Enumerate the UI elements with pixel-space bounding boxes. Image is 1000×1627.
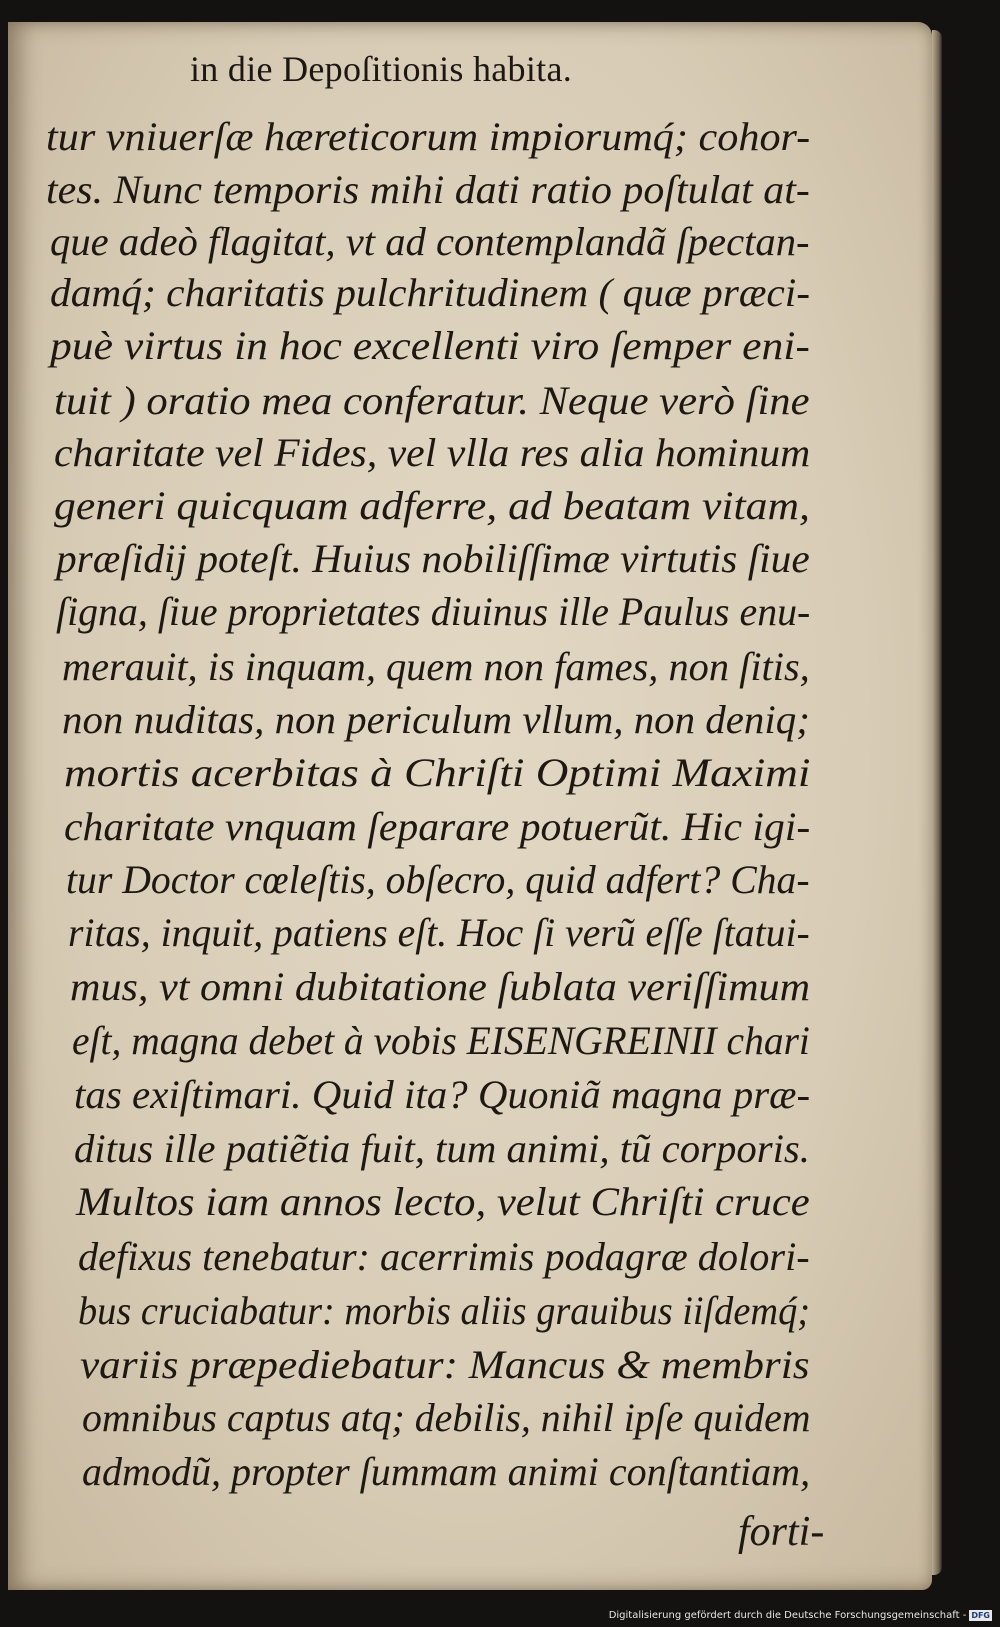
footer-credit: Digitalisierung gefördert durch die Deutsche Forschungsgemeinschaft - <box>608 1610 967 1621</box>
text-line: puè virtus in hoc excellenti viro ſemper eni- <box>50 323 810 368</box>
catchword: forti- <box>738 1509 825 1555</box>
text-line: tuit ) oratio mea conferatur. Neque verò ſine <box>54 378 810 423</box>
text-line: tes. Nunc temporis mihi dati ratio poſtulat at- <box>46 167 810 212</box>
text-line: eſt, magna debet à vobis EISENGREINII chari <box>72 1018 810 1063</box>
text-line: tur vniuerſæ hæreticorum impiorumq́; cohor- <box>46 114 811 159</box>
text-line: variis præpediebatur: Mancus & membris <box>80 1342 810 1387</box>
running-head: in die Depoſitionis habita. <box>190 49 573 89</box>
text-line: bus cruciabatur: morbis aliis grauibus iiſdemq́; <box>78 1288 811 1333</box>
text-line: charitate vnquam ſeparare potuerũt. Hic igi- <box>64 804 811 849</box>
text-line: mus, vt omni dubitatione ſublata veriſſimum <box>70 964 811 1009</box>
text-line: omnibus captus atq; debilis, nihil ipſe quidem <box>82 1395 811 1440</box>
text-line: tur Doctor cœleſtis, obſecro, quid adfert? Cha- <box>66 857 810 902</box>
text-line: præſidij poteſt. Huius nobiliſſimæ virtutis ſiue <box>56 536 810 581</box>
text-line: non nuditas, non periculum vllum, non deniq; <box>62 697 810 742</box>
text-line: Multos iam annos lecto, velut Chriſti cruce <box>76 1179 810 1224</box>
text-line: tas exiſtimari. Quid ita? Quoniã magna præ- <box>74 1072 811 1117</box>
text-line: ſigna, ſiue proprietates diuinus ille Paulus enu- <box>56 589 811 634</box>
text-line: ditus ille patiẽtia fuit, tum animi, tũ corporis. <box>74 1126 810 1171</box>
text-line: defixus tenebatur: acerrimis podagræ dolori- <box>78 1234 810 1279</box>
text-line: que adeò flagitat, vt ad contemplandã ſpectan- <box>50 219 810 264</box>
dfg-logo[interactable]: DFG <box>971 1611 990 1620</box>
text-line: merauit, is inquam, quem non fames, non ſitis, <box>62 644 810 689</box>
text-line: charitate vel Fides, vel vlla res alia hominum <box>54 430 811 475</box>
text-line: damq́; charitatis pulchritudinem ( quæ præci- <box>50 270 811 315</box>
text-line: admodũ, propter ſummam animi conſtantiam, <box>82 1449 811 1494</box>
text-line: generi quicquam adferre, ad beatam vitam, <box>54 483 810 528</box>
digitization-footer <box>609 1610 992 1621</box>
text-line: mortis acerbitas à Chriſti Optimi Maximi <box>64 750 811 795</box>
text-line: ritas, inquit, patiens eſt. Hoc ſi verũ eſſe ſtatui- <box>68 910 810 955</box>
